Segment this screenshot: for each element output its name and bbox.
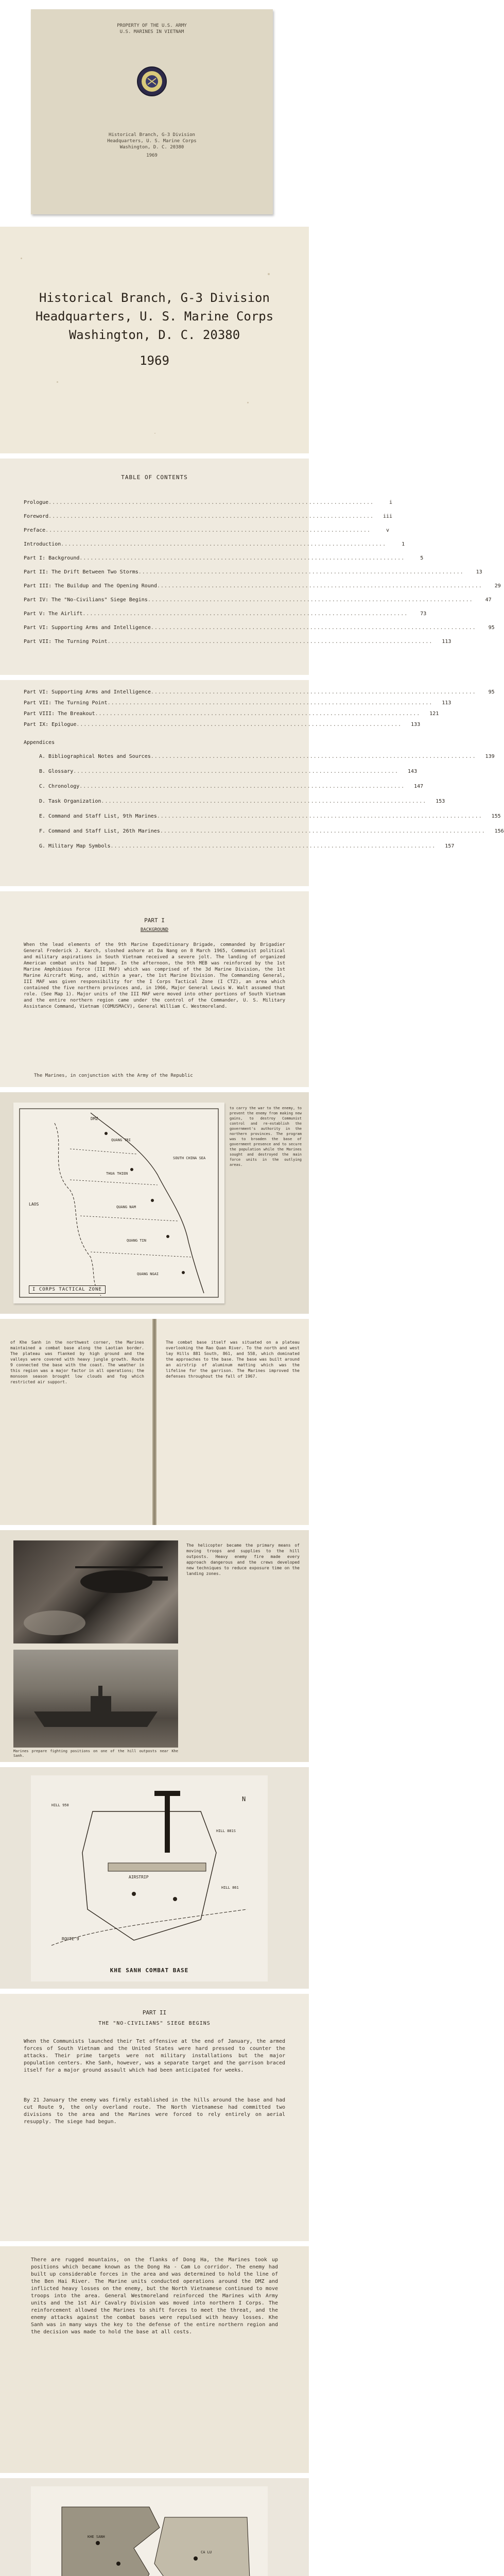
map-label: HILL 881S (216, 1829, 236, 1833)
laos-border (55, 1123, 101, 1296)
map1-sheet (13, 1103, 224, 1303)
left-page-text: of Khe Sanh in the northwest corner, the Marines maintained a combat base along the Laotian border. The plateau was flanked by high ground and the valleys were covered with heavy jungle growth. Route 9 connected the base with the coast. The weather in this region was a major factor in all operations; the monsoon season brought low clouds and fog which restricted air support. (10, 1340, 144, 1384)
part1-heading: PART I (144, 917, 165, 924)
toc-entry: Part VII: The Turning Point .......................................................................................... 113 (24, 639, 451, 645)
right-page-text: The combat base itself was situated on a plateau overlooking the Rao Quan River. To the north and west lay Hills 881 South, 861, and 558, which dominated the approaches to the base. The base was built around an airstrip of aluminum matting which was the lifeline for the garrison. The Marines improved the defenses throughout the fall of 1967. (166, 1340, 300, 1379)
toc-entry: Part III: The Buildup and The Opening Round .......................................................................................... 29 (24, 583, 501, 589)
photo-1 (13, 1540, 178, 1643)
map3-page (0, 2478, 309, 2576)
map-label: KHE SANH (88, 2535, 105, 2539)
airstrip (108, 1863, 206, 1871)
coastline (91, 1113, 204, 1293)
toc-entry: Part VIII: The Breakout .......................................................................................... 121 (24, 711, 439, 717)
map-marker (154, 1791, 180, 1796)
cover-page (31, 9, 273, 214)
toc-entry: Foreword .......................................................................................... iii (24, 514, 393, 519)
shaded-region (62, 2507, 160, 2576)
map1-side-text: to carry the war to the enemy, to prevent the enemy from making new gains, to destroy Communist control and re-establish the government's authority in the northern provinces. The program was to broaden the base of government presence and to secure the population while the Marines sought and destroyed the main force units in the outlying areas. (230, 1106, 302, 1167)
appendix-entry: G. Military Map Symbols .......................................................................................... 157 (39, 843, 455, 849)
left-page (0, 1319, 152, 1525)
toc-entry: Introduction .......................................................................................... 1 (24, 541, 405, 547)
map2-sheet (31, 1775, 268, 1981)
text-spread (0, 1319, 309, 1525)
title-year: 1969 (140, 353, 169, 368)
part2-subheading: THE "NO-CIVILIANS" SIEGE BEGINS (98, 2021, 211, 2026)
toc-list (24, 499, 501, 652)
operation-map (31, 2486, 268, 2576)
province-line (91, 1252, 191, 1257)
map-label: QUANG TRI (111, 1138, 131, 1142)
map-label: QUANG NGAI (137, 1272, 159, 1276)
toc-entry: Part I: Background .......................................................................................... 5 (24, 555, 424, 561)
photos-caption: Marines prepare fighting positions on one of the hill outposts near Khe Sanh. (13, 1749, 178, 1758)
right-page (157, 1319, 309, 1525)
shaded-region (154, 2517, 252, 2576)
title-hq: Headquarters, U. S. Marine Corps (35, 309, 274, 324)
map2-title: KHE SANH COMBAT BASE (110, 1967, 189, 1974)
toc-entry: Preface .......................................................................................... v (24, 528, 390, 533)
province-line (80, 1216, 178, 1221)
map-label: QUANG NAM (116, 1205, 136, 1209)
map-marker (165, 1791, 170, 1853)
toc-appendices-page (0, 680, 504, 886)
photo-ship-icon (13, 1650, 178, 1748)
part1-paragraph-2: The Marines, in conjunction with the Army of the Republic (34, 1073, 193, 1078)
khe-sanh-base-map (31, 1775, 268, 1981)
map1-title: I CORPS TACTICAL ZONE (29, 1285, 106, 1294)
appendix-entry: C. Chronology .......................................................................................... 147 (39, 784, 424, 789)
toc-list-continued (24, 688, 504, 857)
map-label: DMZ (91, 1116, 98, 1121)
toc-entry: Prologue .......................................................................................... i (24, 500, 393, 505)
map-label: CA LU (201, 2550, 212, 2554)
part1-page (0, 891, 309, 1087)
cover-photo (0, 0, 309, 222)
toc-entry: Part V: The Airlift .......................................................................................... 73 (24, 611, 427, 617)
province-line (70, 1180, 158, 1185)
toc-entry: Part II: The Drift Between Two Storms .......................................................................................... 13 (24, 569, 482, 575)
part2-paragraph-2: By 21 January the enemy was firmly established in the hills around the base and had cut Route 9, the only overland route. The North Vietnamese had committed two divisions to the area and the Marines were forced to rely entirely on aerial resupply. The siege had begun. (24, 2097, 285, 2125)
province-line (70, 1149, 137, 1154)
cover-top-text: PROPERTY OF THE U.S. ARMY U.S. MARINES IN VIETNAM (117, 23, 187, 35)
map-label: HILL 861 (221, 1886, 239, 1890)
map-label: AIRSTRIP (129, 1875, 149, 1879)
book-gutter (152, 1319, 157, 1525)
part2-paragraph: When the Communists launched their Tet offensive at the end of January, the armed forces of South Vietnam and the United States were hard pressed to counter the attacks. Their prime targets were not military installations but the major population centers. Khe Sanh, however, was a separate target and the garrison braced itself for a major ground assault which had been anticipated for weeks. (24, 2039, 285, 2073)
title-branch: Historical Branch, G-3 Division (39, 291, 270, 305)
part2-heading: PART II (142, 2009, 167, 2016)
marine-corps-seal-icon (136, 66, 167, 97)
toc-entry: Part VI: Supporting Arms and Intelligence .......................................................................................... 95 (24, 625, 495, 631)
photos-side-text: The helicopter became the primary means of moving troops and supplies to the hill outposts. Heavy enemy fire made every approach dangerous and the crews developed new techniques to reduce exposure time on the landing zones. (186, 1543, 300, 1576)
part1-paragraph: When the lead elements of the 9th Marine Expeditionary Brigade, commanded by Brigadier General Frederick J. Karch, sloshed ashore at Da Nang on 8 March 1965, Communist political and military aspirations in South Vietnam received a severe jolt. The landing of organized American combat units had begun. In the afternoon, the 9th MEB was reinforced by the 1st Marine Amphibious Force (III MAF) which was comprised of the 3d Marine Division, the 1st Marine Aircraft Wing, and, within a year, the 1st Marine Division. The Commanding General, III MAF was given responsibility for the I Corps Tactical Zone (I CTZ), an area which contained the five northern provinces and, in 1966, Major General Lewis W. Walt assumed that role. (See Map 1). Major units of the III MAF were moved into other portions of South Vietnam and the entire northern region came under the control of the Commander, U. S. Military Assistance Command, Vietnam (COMUSMACV), General William C. Westmoreland. (24, 942, 285, 1009)
toc-entry: Part VII: The Turning Point .......................................................................................... 113 (24, 700, 451, 706)
map-label: QUANG TIN (127, 1239, 146, 1243)
base-perimeter (82, 1811, 216, 1940)
toc-entry: Part IV: The "No-Civilians" Siege Begins .......................................................................................... 47 (24, 597, 492, 603)
map3-sheet (31, 2486, 268, 2576)
part2-page (0, 1994, 309, 2241)
map-label: SOUTH CHINA SEA (173, 1156, 206, 1160)
road (51, 1909, 247, 1945)
appendices-heading: Appendices (24, 740, 55, 745)
toc-page (0, 459, 501, 675)
part1-subheading: BACKGROUND (140, 927, 169, 933)
title-page (0, 227, 309, 453)
dense-page-text: There are rugged mountains, on the flanks of Dong Ha, the Marines took up positions which became known as the Dong Ha - Cam Lo corridor. The enemy had built up considerable forces in the area and was determined to hold the line of the Ben Hai River. The Marine units conducted operations around the DMZ and inflicted heavy losses on the enemy, but the North Vietnamese continued to move troops into the area. General Westmoreland reinforced the Marines with Army units and the 1st Air Cavalry Division was moved into northern I Corps. The reinforcement allowed the Marines to shift forces to meet the threat, and the enemy attacks against the combat bases were repulsed with heavy losses. Khe Sanh was in many ways the key to the defense of the entire northern region and the decision was made to hold the base at all costs. (31, 2257, 278, 2335)
photo-2 (13, 1650, 178, 1748)
appendix-entry: A. Bibliographical Notes and Sources .......................................................................................... 139 (39, 754, 495, 759)
map-label: N (242, 1795, 246, 1803)
dense-text-page (0, 2246, 309, 2473)
appendix-entry: F. Command and Staff List, 26th Marines .......................................................................................... 156 (39, 828, 504, 834)
map2-page (0, 1767, 309, 1989)
map-label: THUA THIEN (106, 1172, 128, 1176)
map1-page (0, 1092, 309, 1314)
title-city: Washington, D. C. 20380 (68, 328, 240, 342)
toc-entry: Part IX: Epilogue .......................................................................................... 133 (24, 722, 421, 727)
i-corps-map (13, 1103, 224, 1303)
photo-helicopter-icon (13, 1540, 178, 1643)
cover-bottom-text: Historical Branch, G-3 Division Headquarters, U. S. Marine Corps Washington, D. C. 20380 1969 (107, 132, 197, 158)
map-label: LAOS (29, 1202, 39, 1207)
appendix-entry: B. Glossary .......................................................................................... 143 (39, 769, 418, 774)
photos-page (0, 1530, 309, 1762)
appendix-entry: D. Task Organization .......................................................................................... 153 (39, 799, 445, 804)
toc-entry: Part VI: Supporting Arms and Intelligence .......................................................................................... 95 (24, 689, 495, 695)
map-label: ROUTE 9 (62, 1937, 79, 1941)
map-label: HILL 950 (51, 1803, 69, 1807)
appendix-entry: E. Command and Staff List, 9th Marines .......................................................................................... 155 (39, 814, 501, 819)
toc-heading: TABLE OF CONTENTS (121, 474, 188, 481)
